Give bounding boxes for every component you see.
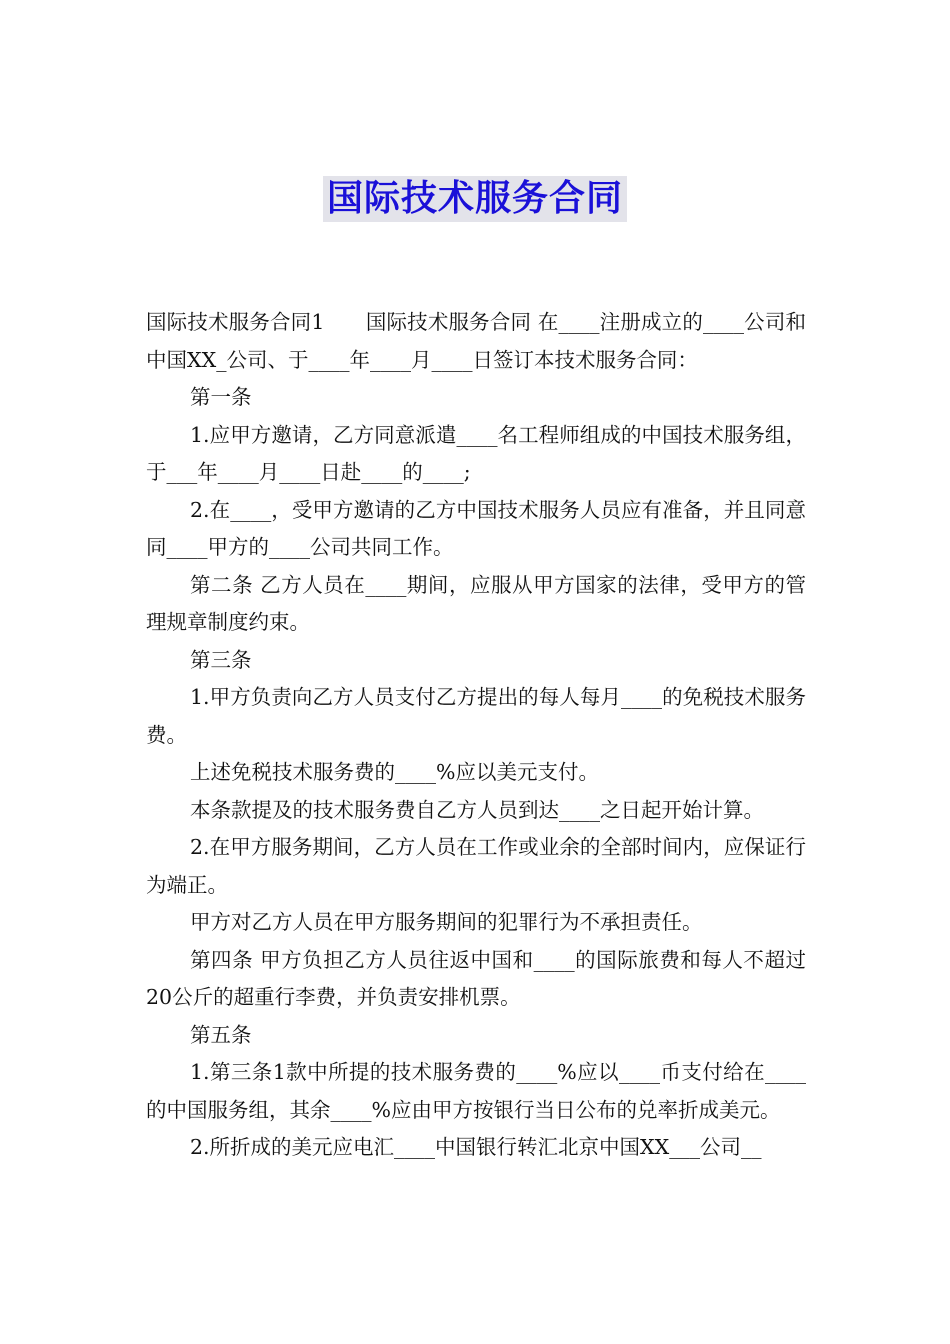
contract-paragraph: 1.第三条1款中所提的技术服务费的____%应以____币支付给在____的中国服务组，其余____%应由甲方按银行当日公布的兑率折成美元。 — [146, 1060, 806, 1122]
contract-paragraph: 第五条 — [190, 1022, 252, 1047]
contract-paragraph: 2.所折成的美元应电汇____中国银行转汇北京中国XX___公司__ — [190, 1135, 762, 1159]
contract-paragraph: 第三条 — [190, 647, 252, 672]
contract-paragraph: 第二条 乙方人员在____期间，应服从甲方国家的法律，受甲方的管理规章制度约束。 — [146, 572, 806, 634]
contract-paragraph: 2.在甲方服务期间，乙方人员在工作或业余的全部时间内，应保证行为端正。 — [146, 835, 806, 897]
document-title: 国际技术服务合同 — [323, 176, 627, 222]
document-body — [146, 304, 806, 1167]
title-container — [0, 176, 950, 222]
contract-paragraph: 上述免税技术服务费的____%应以美元支付。 — [190, 760, 599, 784]
contract-paragraph: 1.应甲方邀请，乙方同意派遣____名工程师组成的中国技术服务组，于___年____月____日赴____的____; — [146, 422, 806, 484]
contract-paragraph: 甲方对乙方人员在甲方服务期间的犯罪行为不承担责任。 — [190, 910, 703, 934]
contract-paragraph: 第一条 — [190, 385, 252, 409]
contract-paragraph: 本条款提及的技术服务费自乙方人员到达____之日起开始计算。 — [190, 797, 764, 822]
contract-paragraph: 第四条 甲方负担乙方人员往返中国和____的国际旅费和每人不超过20公斤的超重行李费，并负责安排机票。 — [146, 947, 806, 1009]
contract-paragraph: 1.甲方负责向乙方人员支付乙方提出的每人每月____的免税技术服务费。 — [146, 685, 806, 747]
contract-paragraph: 国际技术服务合同1 国际技术服务合同 在____注册成立的____公司和中国XX_公司、于____年____月____日签订本技术服务合同： — [146, 310, 806, 372]
contract-paragraph: 2.在____，受甲方邀请的乙方中国技术服务人员应有准备，并且同意同____甲方的____公司共同工作。 — [146, 497, 806, 559]
